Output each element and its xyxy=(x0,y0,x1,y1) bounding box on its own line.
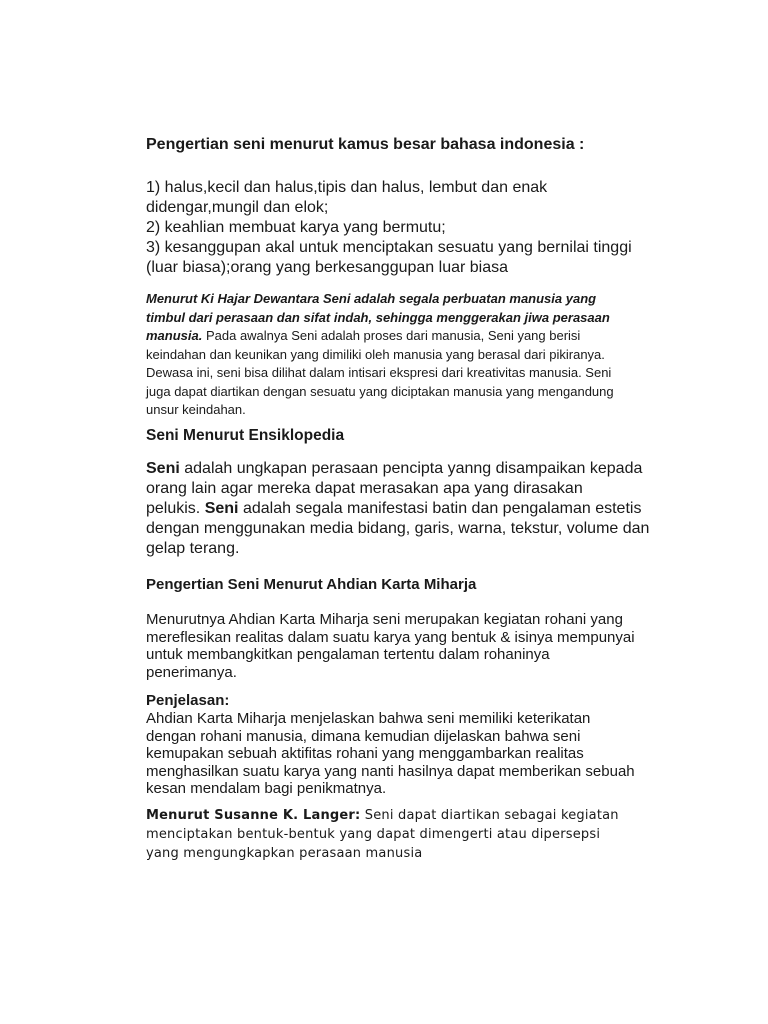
paragraph-line: kemupakan sebuah aktifitas rohani yang menggambarkan realitas xyxy=(146,745,584,762)
quote-line: Menurut Ki Hajar Dewantara Seni adalah segala perbuatan manusia yang xyxy=(146,291,597,306)
penjelasan-paragraph xyxy=(146,710,666,798)
susanne-langer-paragraph xyxy=(146,806,666,863)
list-line: didengar,mungil dan elok; xyxy=(146,199,329,216)
bold-term: Seni xyxy=(204,500,239,517)
paragraph-line: orang lain agar mereka dapat merasakan apa yang dirasakan xyxy=(146,480,583,497)
list-line: (luar biasa);orang yang berkesanggupan luar biasa xyxy=(146,259,509,276)
paragraph-line: Ahdian Karta Miharja menjelaskan bahwa seni memiliki keterikatan xyxy=(146,710,591,727)
paragraph-text: adalah segala manifestasi batin dan pengalaman estetis xyxy=(238,500,642,517)
paragraph-line: keindahan dan keunikan yang dimiliki oleh manusia yang berasal dari pikiranya. xyxy=(146,346,605,362)
paragraph-text: adalah ungkapan perasaan pencipta yanng disampaikan kepada xyxy=(179,460,643,477)
list-line: 3) kesanggupan akal untuk menciptakan sesuatu yang bernilai tinggi xyxy=(146,239,632,256)
paragraph-line: dengan rohani manusia, dimana kemudian dijelaskan bahwa seni xyxy=(146,727,581,745)
paragraph-line: penerimanya. xyxy=(146,663,237,681)
paragraph-text: Pada awalnya Seni adalah proses dari manusia, Seni yang berisi xyxy=(202,328,581,343)
paragraph-line: gelap terang. xyxy=(146,540,240,557)
paragraph-line: mereflesikan realitas dalam suatu karya yang bentuk & isinya mempunyai xyxy=(146,628,635,646)
paragraph-line: unsur keindahan. xyxy=(146,402,246,417)
heading-penjelasan: Penjelasan: xyxy=(146,692,230,709)
paragraph-line: Dewasa ini, seni bisa dilihat dalam intisari ekspresi dari kreativitas manusia. Seni xyxy=(146,365,612,380)
quote-label: Menurut Susanne K. Langer: xyxy=(146,808,361,823)
bold-term: Seni xyxy=(146,460,180,477)
title-kbbi: Pengertian seni menurut kamus besar bahasa indonesia : xyxy=(146,136,585,153)
heading-ahdian-karta-miharja: Pengertian Seni Menurut Ahdian Karta Miharja xyxy=(146,576,477,593)
paragraph-line: kesan mendalam bagi penikmatnya. xyxy=(146,780,387,797)
paragraph-line: Menurutnya Ahdian Karta Miharja seni merupakan kegiatan rohani yang xyxy=(146,611,623,628)
paragraph-line: dengan menggunakan media bidang, garis, warna, tekstur, volume dan xyxy=(146,520,650,537)
paragraph-line: juga dapat diartikan dengan sesuatu yang diciptakan manusia yang mengandung xyxy=(146,383,614,399)
ensiklopedia-paragraph xyxy=(146,459,666,559)
paragraph-text: pelukis. xyxy=(146,500,205,517)
paragraph-line: yang mengungkapkan perasaan manusia xyxy=(146,846,423,861)
paragraph-line: untuk membangkitkan pengalaman tertentu dalam rohaninya xyxy=(146,646,550,663)
heading-ensiklopedia: Seni Menurut Ensiklopedia xyxy=(146,427,345,444)
paragraph-text: Seni dapat diartikan sebagai kegiatan xyxy=(360,808,619,823)
ki-hajar-dewantara-paragraph xyxy=(146,290,666,420)
quote-line: timbul dari perasaan dan sifat indah, sehingga menggerakan jiwa perasaan xyxy=(146,309,610,325)
kbbi-definition-list xyxy=(146,178,632,278)
paragraph-line: menghasilkan suatu karya yang nanti hasilnya dapat memberikan sebuah xyxy=(146,762,635,780)
paragraph-line: menciptakan bentuk-bentuk yang dapat dimengerti atau dipersepsi xyxy=(146,827,601,842)
list-line: 2) keahlian membuat karya yang bermutu; xyxy=(146,219,446,236)
quote-line: manusia. xyxy=(146,328,203,343)
ahdian-paragraph xyxy=(146,611,666,681)
list-line: 1) halus,kecil dan halus,tipis dan halus, lembut dan enak xyxy=(146,179,548,196)
